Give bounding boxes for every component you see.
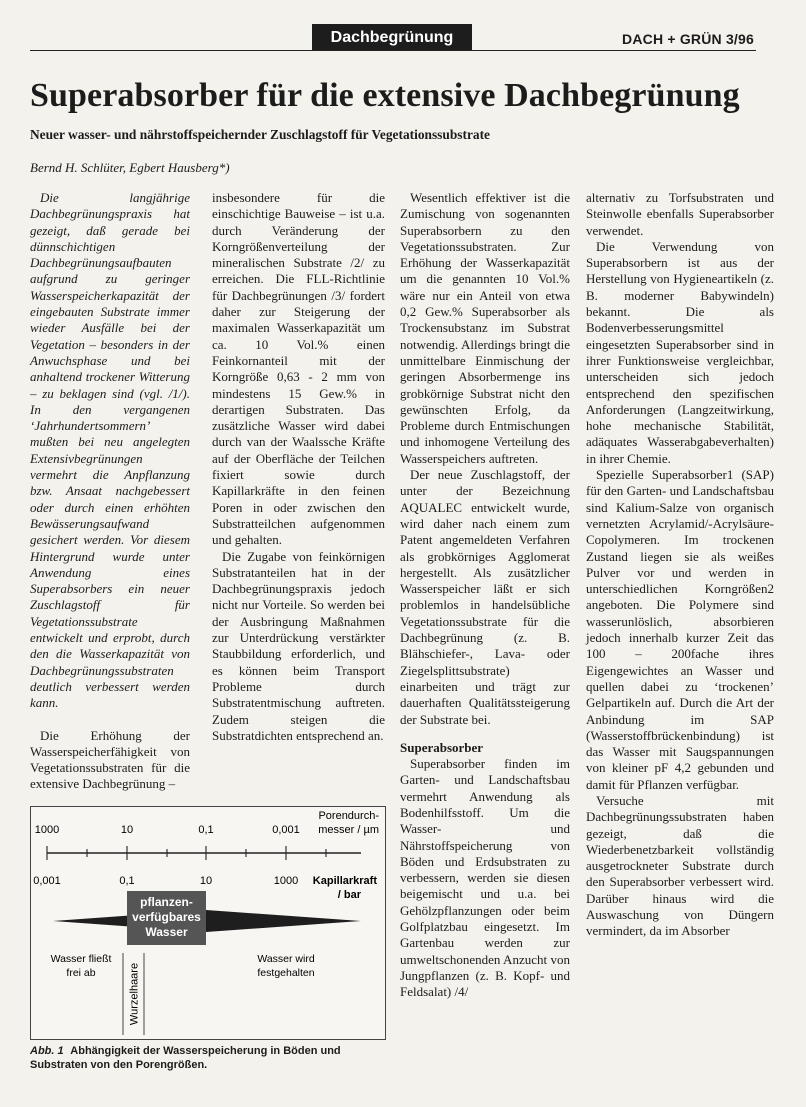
- section-tab: Dachbegrünung: [312, 24, 472, 51]
- top-tick-label: 0,001: [272, 824, 300, 836]
- paragraph: Der neue Zuschlagstoff, der unter der Bezeichnung AQUALEC entwickelt wurde, wird daher nach einem zum Patent angemeldeten Verfahren als grobkörniges Agglomerat hergestellt. Als zusätzlicher Wasserspeicher läßt er sich problemlos in handelsübliche Vegetationssubstrate für die Dachbegrünung (z. B. Blähschiefer-, Lava- oder Ziegelsplittsubstrate) einarbeiten und trägt zur dauerhaften Qualitätssteigerung der Substrate bei.: [400, 467, 570, 727]
- column-4: [586, 190, 774, 940]
- column-1: [30, 190, 190, 793]
- figure-diagram: [31, 807, 385, 1039]
- bottom-tick-label: 10: [199, 875, 213, 887]
- article-authors: Bernd H. Schlüter, Egbert Hausberg*): [30, 160, 230, 175]
- figure-caption: [30, 1044, 386, 1072]
- article-subtitle: Neuer wasser- und nährstoffspeichernder Zuschlagstoff für Vegetationssubstrate: [30, 127, 490, 142]
- section-heading: Superabsorber: [400, 739, 484, 755]
- abstract-text: Die langjährige Dachbegrünungspraxis hat gezeigt, daß gerade bei dünnschichtigen Dachbegrünungsaufbauten aufgrund zu geringer Wasserspeicherkapazität der eingebauten Substrate immer wieder Ausfälle bei der Vegetation – besonders in der Anwuchsphase und bei anhaltend trockener Witterung – zu beklagen sind (vgl. /1/). In den vergangenen ‘Jahrhundertsommern’ mußten bei neu angelegten Extensivbegrünungen vermehrt die Anpflanzung bzw. Ansaat nachgebessert oder durch einen erhöhten Bewässerungsaufwand gesichert werden. Vor diesem Hintergrund wurde unter Anwendung eines Superabsorbers ein neuer Zuschlagstoff für Vegetationssubstrate entwickelt und erprobt, durch den die Wasserkapazität von Dachbegrünungssubstraten deutlich verbessert werden kann.: [30, 190, 190, 711]
- caption-text: Abhängigkeit der Wasserspeicherung in Böden und Substraten von den Porengrößen.: [30, 1045, 341, 1071]
- bottom-tick-label: 0,001: [33, 875, 61, 887]
- box-label-2: verfügbares: [132, 910, 201, 924]
- paragraph: alternativ zu Torfsubstraten und Steinwolle ebenfalls Superabsorber verwendet.: [586, 190, 774, 238]
- top-tick-label: 0,1: [198, 824, 214, 836]
- bottom-tick-label: 0,1: [119, 875, 135, 887]
- free-drain-label-2: frei ab: [66, 967, 96, 979]
- held-water-label-2: festgehalten: [257, 967, 315, 979]
- top-unit-label-1: Porendurch-: [318, 810, 379, 822]
- paragraph: Spezielle Superabsorber1 (SAP) für den Garten- und Landschaftsbau sind Kalium-Salze von organisch vernetzten Acrylamid/-Acrylsäure-Copolymeren. Im trockenen Zustand liegen sie als weißes Pulver vor und werden in unterschiedlichen Korngrößen2 angeboten. Die Polymere sind wasserunlöslich, absorbieren jedoch innerhalb kurzer Zeit das 100 – 200fache ihres Eigengewichtes an Wasser und quellen dabei zu ‘trockenen’ Gelpartikeln auf. Durch die Art der Anbindung im SAP (Wasserstoffbrückenbindung) ist das Wasser mit Saugspannungen von kleiner pF 4,2 gebunden und damit für Pflanzen verfügbar.: [586, 467, 774, 792]
- column-3: [400, 190, 570, 1001]
- article-title: Superabsorber für die extensive Dachbegrünung: [30, 77, 740, 114]
- box-label-1: pflanzen-: [140, 895, 193, 909]
- top-tick-label: 10: [120, 824, 134, 836]
- column-2: [212, 190, 385, 744]
- paragraph: Die Verwendung von Superabsorbern ist aus der Herstellung von Hygieneartikeln (z. B. moderner Babywindeln) bekannt. Die als Bodenverbesserungsmittel eingesetzten Superabsorber sind in ihrer Funktionsweise vergleichbar, unterscheiden sich jedoch entsprechend den spezifischen Anforderungen (Langzeitwirkung, hohe mechanische Stabilität, adäquates Wasserabgabeverhalten) in ihrer Chemie.: [586, 238, 774, 466]
- bottom-unit-label-2: / bar: [337, 889, 361, 901]
- abstract: [30, 190, 190, 712]
- header-rule: [30, 50, 756, 51]
- issue-label: DACH + GRÜN 3/96: [622, 31, 754, 47]
- root-hair-label: Wurzelhaare: [128, 962, 141, 1026]
- spindle-bar: [53, 910, 361, 932]
- bottom-tick-label: 1000: [273, 875, 299, 887]
- paragraph: Die Erhöhung der Wasserspeicherfähigkeit von Vegetationssubstraten für die extensive Dachbegrünung –: [30, 727, 190, 792]
- figure-pore-size: [30, 806, 386, 1040]
- paragraph: Versuche mit Dachbegrünungssubstraten haben gezeigt, daß die Wiederbenetzbarkeit vollständig ausgetrockneter Substrate durch den Superabsorber verbessert wird. Darüber hinaus wird die Auswaschung von Düngern vermindert, da im Absorber: [586, 792, 774, 939]
- top-tick-label: 1000: [34, 824, 60, 836]
- paragraph: insbesondere für die einschichtige Bauweise – ist u.a. durch Veränderung der Korngrößenverteilung der mineralischen Substrate /2/ zu erreichen. Die FLL-Richtlinie für Dachbegrünungen /3/ fordert daher zur Steigerung der maximalen Wasserkapazität um ca. 10 Vol.% einen Feinkornanteil mit der Korngröße 0,63 - 2 mm von mindestens 15 Gew.% in derartigen Substraten. Das zusätzliche Wasser wird dabei durch van der Waalssche Kräfte auf der Oberfläche der Teilchen fixiert sowie durch Kapillarkräfte in den feinen Poren in oder zwischen den Substratteilchen aufgenommen und gehalten.: [212, 190, 385, 548]
- box-label-3: Wasser: [145, 925, 188, 939]
- paragraph: Wesentlich effektiver ist die Zumischung von sogenannten Superabsorbern zu den Vegetationssubstraten. Zur Erhöhung der Wasserkapazität um die genannten 10 Vol.% wäre nur ein Anteil von etwa 0,2 Gew.% Superabsorber als Trockensubstanz im Substrat notwendig. Allerdings bringt die unmittelbare Einmischung der geringen Absorbermenge ins grobkörnige Substrat nicht den gewünschten Erfolg, da Probleme durch Entmischungen und inhomogene Verteilung des Wasserspeichers auftreten.: [400, 190, 570, 466]
- free-drain-label-1: Wasser fließt: [50, 953, 112, 965]
- held-water-label-1: Wasser wird: [257, 953, 315, 965]
- paragraph: Die Zugabe von feinkörnigen Substratanteilen hat in der Dachbegrünungspraxis jedoch nicht nur Vorteile. So werden bei der Ausbringung Maßnahmen zur Unterdrückung verstärkter Staubbildung erforderlich, und es können beim Transport Probleme durch Substratentmischung auftreten. Zudem steigen die Substratdichten entsprechend an.: [212, 548, 385, 743]
- bottom-unit-label-1: Kapillarkraft: [312, 875, 377, 887]
- caption-ref: Abb. 1: [30, 1045, 64, 1057]
- paragraph: Superabsorber finden im Garten- und Landschaftsbau vermehrt Anwendung als Bodenhilfsstoff. Um die Wasser- und Nährstoffspeicherung von Böden und Erdsubstraten zu verbessern, werden sie diesen beigemischt und u.a. bei Gehölzpflanzungen oder beim Golfplatzbau eingesetzt. Im Gartenbau werden zur umweltschonenden Anzucht von Jungpflanzen (z. B. Kopf- und Feldsalat) /4/: [400, 756, 570, 1000]
- top-unit-label-2: messer / µm: [318, 824, 379, 836]
